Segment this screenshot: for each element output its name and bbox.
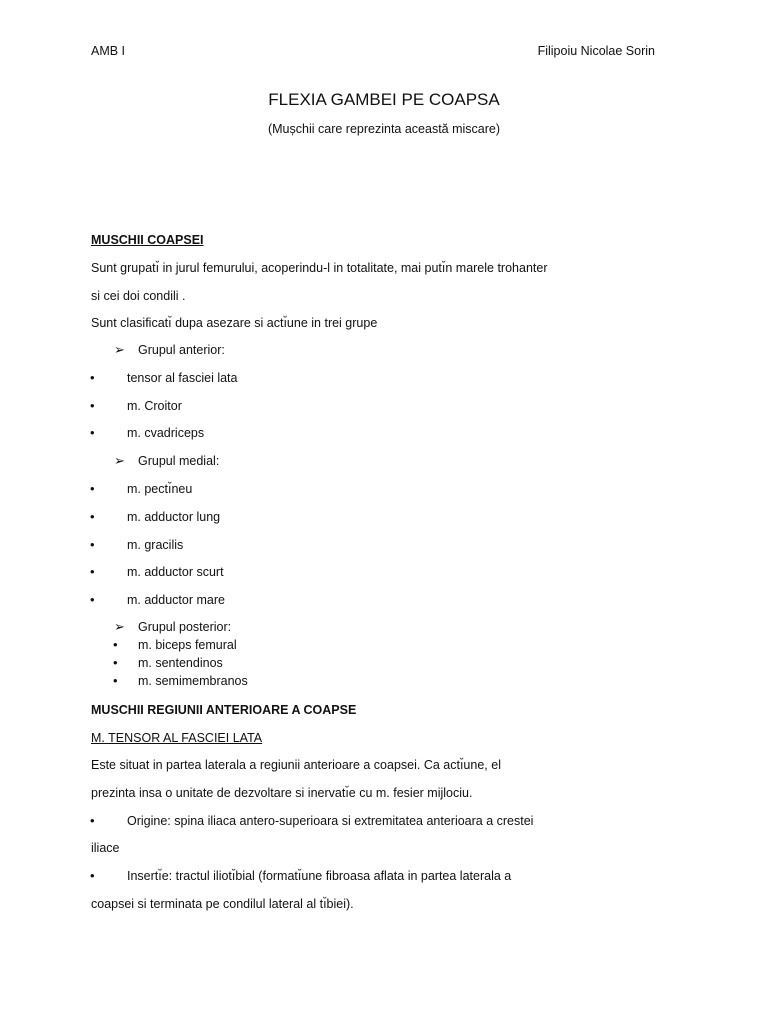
list-item: m. cvadriceps xyxy=(127,426,205,440)
list-item-insertion: Insertı̆e: tractul iliotı̆bial (formatı̆une fibroasa aflata in partea laterala a xyxy=(127,869,512,883)
bullet-icon: • xyxy=(90,564,95,579)
paragraph: Este situat in partea laterala a regiunii anterioare a coapsei. Ca actı̆une, el xyxy=(91,758,501,772)
list-item: tensor al fasciei lata xyxy=(127,371,238,385)
arrow-bullet-icon: ➢ xyxy=(114,342,125,357)
list-item: m. pectı̆neu xyxy=(127,482,193,496)
paragraph: iliace xyxy=(91,841,120,855)
bullet-icon: • xyxy=(90,509,95,524)
page-title: FLEXIA GAMBEI PE COAPSA xyxy=(268,90,500,109)
bullet-icon: • xyxy=(90,481,95,496)
paragraph: Sunt grupatı̆ in jurul femurului, acoperindu-l in totalitate, mai putı̆n marele trohanter xyxy=(91,261,548,275)
list-item-origin: Origine: spina iliaca antero-superioara si extremitatea anterioara a crestei xyxy=(127,814,534,828)
bullet-icon: • xyxy=(113,673,118,688)
bullet-icon: • xyxy=(90,813,95,828)
group-label-medial: Grupul medial: xyxy=(138,454,220,468)
list-item: m. adductor scurt xyxy=(127,565,224,579)
section-heading-regiunii-anterioare: MUSCHII REGIUNII ANTERIOARE A COAPSE xyxy=(91,703,357,717)
bullet-icon: • xyxy=(113,655,118,670)
bullet-icon: • xyxy=(90,370,95,385)
bullet-icon: • xyxy=(90,425,95,440)
list-item: m. biceps femural xyxy=(138,638,237,652)
page-subtitle: (Mușchii care reprezinta această miscare) xyxy=(267,122,501,136)
list-item: m. gracilis xyxy=(127,538,184,552)
subsection-heading-tensor: M. TENSOR AL FASCIEI LATA xyxy=(91,731,263,745)
paragraph: si cei doi condili . xyxy=(91,289,186,303)
header-left: AMB I xyxy=(91,44,126,58)
section-heading-muschii-coapsei: MUSCHII COAPSEI xyxy=(91,233,204,247)
list-item: m. semimembranos xyxy=(138,674,248,688)
group-label-anterior: Grupul anterior: xyxy=(138,343,225,357)
bullet-icon: • xyxy=(90,537,95,552)
list-item: m. adductor lung xyxy=(127,510,221,524)
arrow-bullet-icon: ➢ xyxy=(114,619,125,634)
paragraph: Sunt clasificatı̆ dupa asezare si actı̆une in trei grupe xyxy=(91,316,378,330)
arrow-bullet-icon: ➢ xyxy=(114,453,125,468)
group-label-posterior: Grupul posterior: xyxy=(138,620,232,634)
list-item: m. Croitor xyxy=(127,399,182,413)
header-right: Filipoiu Nicolae Sorin xyxy=(537,44,655,58)
bullet-icon: • xyxy=(90,868,95,883)
bullet-icon: • xyxy=(90,592,95,607)
list-item: m. sentendinos xyxy=(138,656,223,670)
bullet-icon: • xyxy=(90,398,95,413)
paragraph: coapsei si terminata pe condilul lateral al tı̆biei). xyxy=(91,897,354,911)
bullet-icon: • xyxy=(113,637,118,652)
paragraph: prezinta insa o unitate de dezvoltare si inervatı̆e cu m. fesier mijlociu. xyxy=(91,786,473,800)
list-item: m. adductor mare xyxy=(127,593,225,607)
